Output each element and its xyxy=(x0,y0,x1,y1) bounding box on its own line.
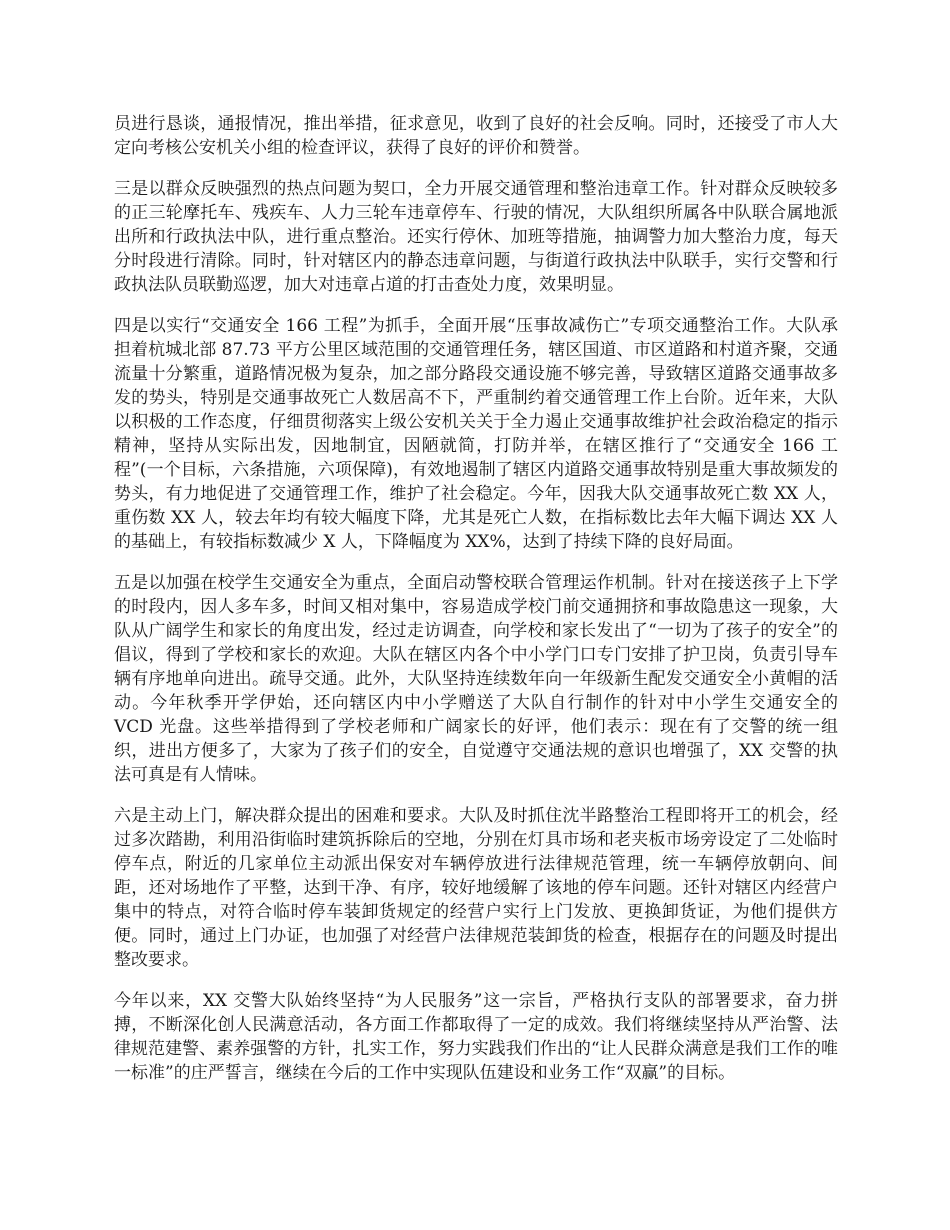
paragraph-3: 四是以实行“交通安全 166 工程”为抓手，全面开展“压事故减伤亡”专项交通整治工作。大队承担着杭城北部 87.73 平方公里区域范围的交通管理任务，辖区国道、市区道路和村道齐聚，交通流量十分繁重，道路情况极为复杂，加之部分路段交通设施不够完善，导致辖区道路交通事故多发的势头，特别是交通事故死亡人数居高不下，严重制约着交通管理工作上台阶。近年来，大队以积极的工作态度，仔细贯彻落实上级公安机关关于全力遏止交通事故维护社会政治稳定的指示精神，坚持从实际出发，因地制宜，因陋就简，打防并举，在辖区推行了“交通安全 166 工程”(一个目标，六条措施，六项保障)，有效地遏制了辖区内道路交通事故特别是重大事故频发的势头，有力地促进了交通管理工作，维护了社会稳定。今年，因我大队交通事故死亡数 XX 人，重伤数 XX 人，较去年均有较大幅度下降，尤其是死亡人数，在指标数比去年大幅下调达 XX 人的基础上，有较指标数减少 X 人，下降幅度为 XX%，达到了持续下降的良好局面。 xyxy=(114,316,838,552)
paragraph-1: 员进行恳谈，通报情况，推出举措，征求意见，收到了良好的社会反响。同时，还接受了市人大定向考核公安机关小组的检查评议，获得了良好的评价和赞誉。 xyxy=(114,114,838,158)
paragraph-6: 今年以来，XX 交警大队始终坚持“为人民服务”这一宗旨，严格执行支队的部署要求，奋力拼搏，不断深化创人民满意活动，各方面工作都取得了一定的成效。我们将继续坚持从严治警、法律规范建警、素养强警的方针，扎实工作，努力实践我们作出的“让人民群众满意是我们工作的唯一标准”的庄严誓言，继续在今后的工作中实现队伍建设和业务工作“双赢”的目标。 xyxy=(114,991,838,1083)
paragraph-4: 五是以加强在校学生交通安全为重点，全面启动警校联合管理运作机制。针对在接送孩子上下学的时段内，因人多车多，时间又相对集中，容易造成学校门前交通拥挤和事故隐患这一现象，大队从广阔学生和家长的角度出发，经过走访调查，向学校和家长发出了“一切为了孩子的安全”的倡议，得到了学校和家长的欢迎。大队在辖区内各个中小学门口专门安排了护卫岗，负责引导车辆有序地单向进出。疏导交通。此外，大队坚持连续数年向一年级新生配发交通安全小黄帽的活动。今年秋季开学伊始，还向辖区内中小学赠送了大队自行制作的针对中小学生交通安全的 VCD 光盘。这些举措得到了学校老师和广阔家长的好评，他们表示：现在有了交警的统一组织，进出方便多了，大家为了孩子们的安全，自觉遵守交通法规的意识也增强了，XX 交警的执法可真是有人情味。 xyxy=(114,573,838,785)
paragraph-2: 三是以群众反映强烈的热点问题为契口，全力开展交通管理和整治违章工作。针对群众反映较多的正三轮摩托车、残疾车、人力三轮车违章停车、行驶的情况，大队组织所属各中队联合属地派出所和行政执法中队，进行重点整治。还实行停休、加班等措施，抽调警力加大整治力度，每天分时段进行清除。同时，针对辖区内的静态违章问题，与街道行政执法中队联手，实行交警和行政执法队员联勤巡逻，加大对违章占道的打击查处力度，效果明显。 xyxy=(114,179,838,295)
paragraph-5: 六是主动上门，解决群众提出的困难和要求。大队及时抓住沈半路整治工程即将开工的机会，经过多次踏勘，利用沿街临时建筑拆除后的空地，分别在灯具市场和老夹板市场旁设定了二处临时停车点，附近的几家单位主动派出保安对车辆停放进行法律规范管理，统一车辆停放朝向、间距，还对场地作了平整，达到干净、有序，较好地缓解了该地的停车问题。还针对辖区内经营户集中的特点，对符合临时停车装卸货规定的经营户实行上门发放、更换卸货证，为他们提供方便。同时，通过上门办证，也加强了对经营户法律规范装卸货的检查，根据存在的问题及时提出整改要求。 xyxy=(114,806,838,970)
document-body xyxy=(114,112,838,1102)
